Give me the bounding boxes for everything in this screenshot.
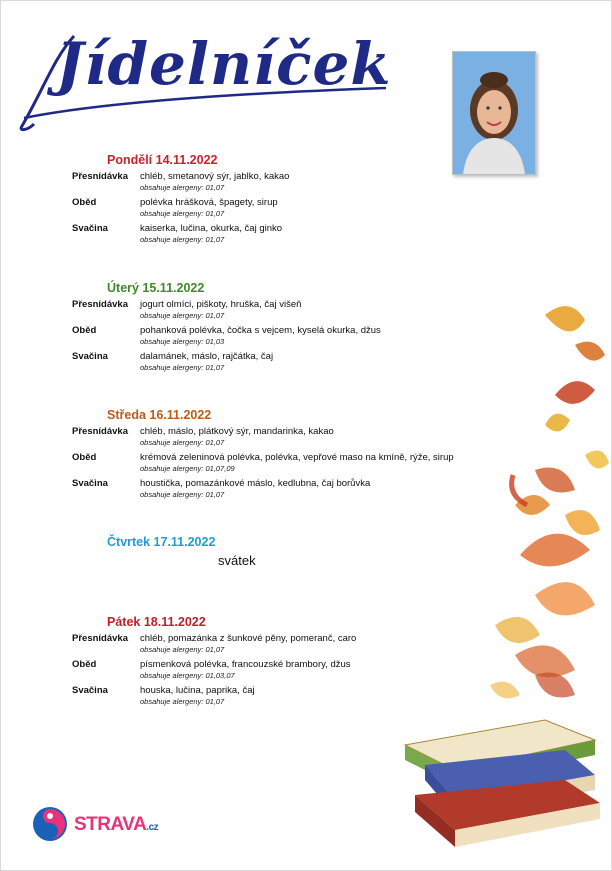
- meal-description: polévka hrášková, špagety, sirup: [140, 197, 278, 208]
- autumn-books-illustration: [395, 255, 611, 867]
- meal-allergens: obsahuje alergeny: 01,07,09: [140, 464, 235, 473]
- meal-row: [72, 223, 542, 249]
- meal-description: písmenková polévka, francouzské brambory, džus: [140, 659, 351, 670]
- meal-allergens: obsahuje alergeny: 01,07: [140, 438, 225, 447]
- meal-allergens: obsahuje alergeny: 01,07: [140, 235, 225, 244]
- meal-allergens: obsahuje alergeny: 01,07: [140, 311, 225, 320]
- meal-description: krémová zeleninová polévka, polévka, vepřové maso na kmíně, rýže, sirup: [140, 452, 454, 463]
- day-title: Čtvrtek 17.11.2022: [107, 535, 216, 549]
- meal-label: Přesnídávka: [72, 426, 128, 437]
- day-monday: [72, 153, 542, 249]
- meal-row: [72, 197, 542, 223]
- meal-allergens: obsahuje alergeny: 01,07: [140, 490, 225, 499]
- meal-description: pohanková polévka, čočka s vejcem, kyselá okurka, džus: [140, 325, 381, 336]
- day-title: Úterý 15.11.2022: [107, 281, 205, 295]
- meal-allergens: obsahuje alergeny: 01,03,07: [140, 671, 235, 680]
- day-title: Pondělí 14.11.2022: [107, 153, 218, 167]
- meal-label: Přesnídávka: [72, 299, 128, 310]
- meal-allergens: obsahuje alergeny: 01,03: [140, 337, 225, 346]
- strava-logo-icon: [30, 804, 70, 844]
- meal-description: chléb, máslo, plátkový sýr, mandarinka, kakao: [140, 426, 334, 437]
- meal-label: Svačina: [72, 685, 108, 696]
- logo-tld: .cz: [146, 822, 159, 833]
- meal-label: Svačina: [72, 223, 108, 234]
- logo-text: [74, 814, 158, 836]
- meal-label: Přesnídávka: [72, 171, 128, 182]
- holiday-note: svátek: [218, 553, 256, 568]
- meal-allergens: obsahuje alergeny: 01,07: [140, 697, 225, 706]
- meal-description: dalamánek, máslo, rajčátka, čaj: [140, 351, 274, 362]
- meal-description: houstička, pomazánkové máslo, kedlubna, čaj borůvka: [140, 478, 371, 489]
- meal-allergens: obsahuje alergeny: 01,07: [140, 645, 225, 654]
- meal-description: jogurt olmíci, piškoty, hruška, čaj višeň: [140, 299, 302, 310]
- meal-allergens: obsahuje alergeny: 01,07: [140, 363, 225, 372]
- meal-label: Oběd: [72, 452, 97, 463]
- meal-label: Svačina: [72, 351, 108, 362]
- meal-label: Oběd: [72, 197, 97, 208]
- day-title: Pátek 18.11.2022: [107, 615, 206, 629]
- meal-description: kaiserka, lučina, okurka, čaj ginko: [140, 223, 283, 234]
- title-block: [14, 18, 394, 138]
- meal-label: Oběd: [72, 659, 97, 670]
- day-title: Středa 16.11.2022: [107, 408, 212, 422]
- logo-name: STRAVA: [74, 814, 147, 835]
- meal-description: houska, lučina, paprika, čaj: [140, 685, 255, 696]
- meal-label: Svačina: [72, 478, 108, 489]
- meal-description: chléb, pomazánka z šunkové pěny, pomeranč, caro: [140, 633, 357, 644]
- meal-label: Přesnídávka: [72, 633, 128, 644]
- meal-allergens: obsahuje alergeny: 01,07: [140, 183, 225, 192]
- page-title: Jídelníček: [56, 30, 392, 98]
- strava-logo[interactable]: [30, 802, 159, 846]
- meal-label: Oběd: [72, 325, 97, 336]
- meal-allergens: obsahuje alergeny: 01,07: [140, 209, 225, 218]
- meal-row: [72, 171, 542, 197]
- meal-description: chléb, smetanový sýr, jablko, kakao: [140, 171, 290, 182]
